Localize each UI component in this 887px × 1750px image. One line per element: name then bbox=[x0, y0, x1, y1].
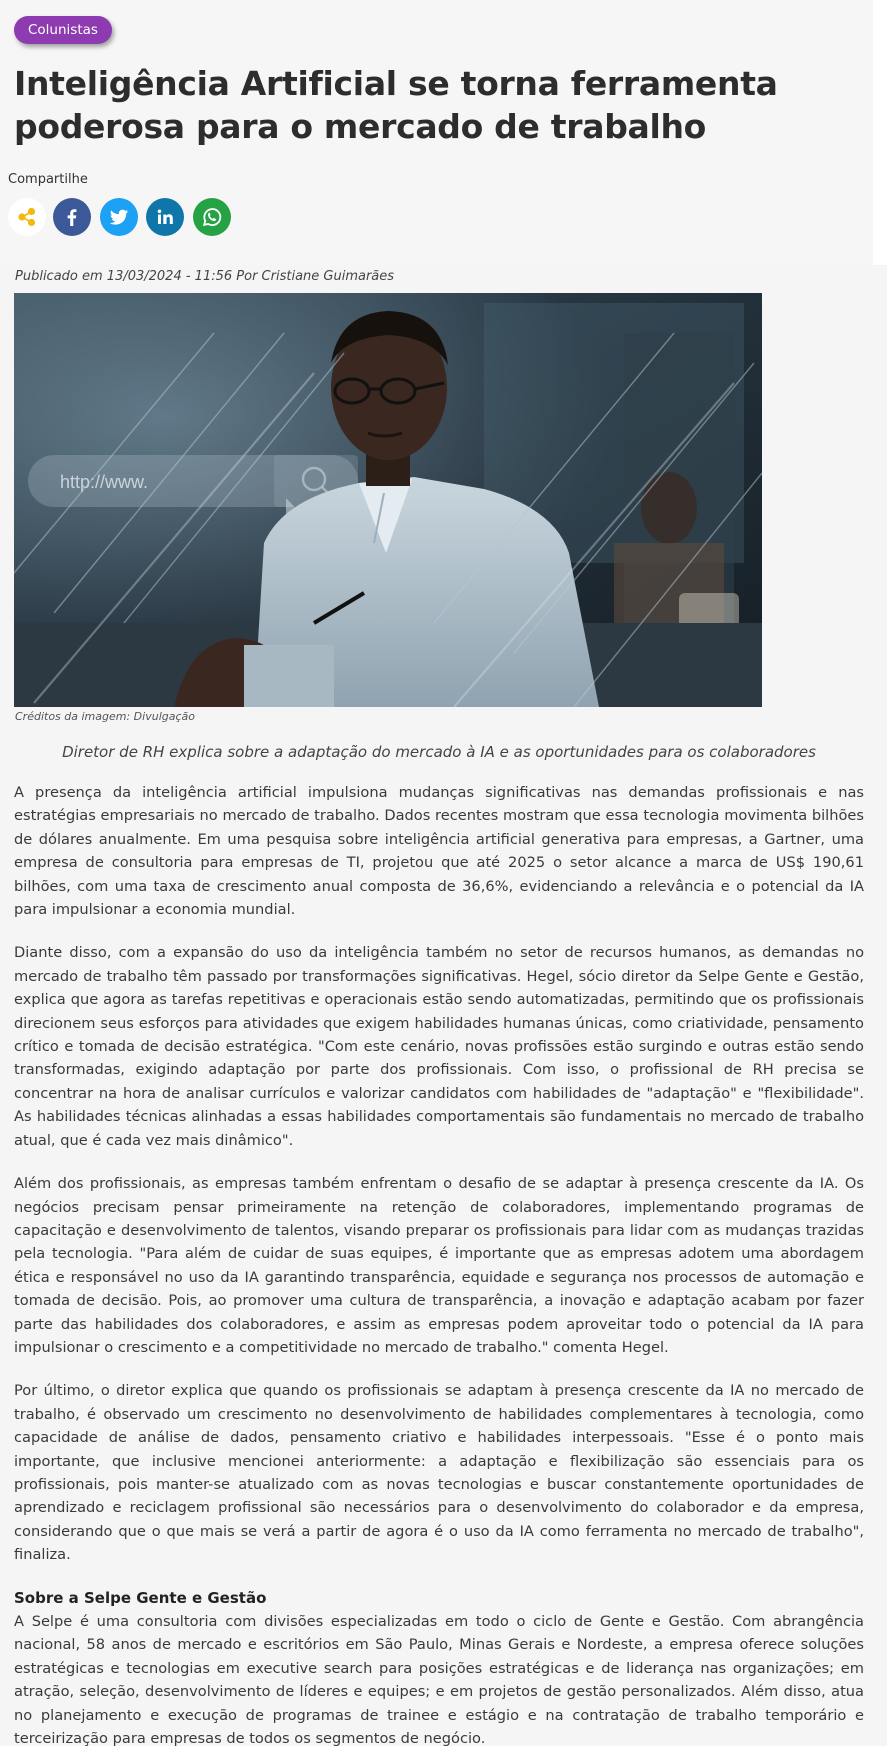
about-text: A Selpe é uma consultoria com divisões especializadas em todo o ciclo de Gente e Gestão. Com abrangência nacional, 58 anos de mercado e escritórios em São Paulo, Minas Gerais e Nordeste, a empresa oferece soluções estratégicas e tecnologias em executive search para posições estratégicas e de liderança nas organizações; em atração, seleção, desenvolvimento de líderes e equipes; e em projetos de gestão personalizados. Além disso, atua no planejamento e execução de programas de trainee e estágio e na contratação de trabalho temporário e terceirização para empresas de todos os segmentos de negócio. bbox=[14, 1613, 864, 1748]
hero-image bbox=[14, 293, 762, 707]
whatsapp-share-button[interactable] bbox=[193, 198, 231, 236]
linkedin-share-button[interactable] bbox=[146, 198, 184, 236]
share-label: Compartilhe bbox=[8, 172, 88, 187]
paragraph-4: Por último, o diretor explica que quando os profissionais se adaptam à presença crescente da IA no mercado de trabalho, é observado um crescimento no desenvolvimento de habilidades complementares à tecnologia, como capacidade de análise de dados, pensamento criativo e habilidades interpessoais. "Esse é o ponto mais importante, que inclusive mencionei anteriormente: a adaptação e flexibilização são essenciais para os profissionais, pois manter-se atualizado com as novas tecnologias e buscar constantemente oportunidades de aprendizado e reciclagem profissional são necessários para o desenvolvimento do colaborador e da empresa, considerando que o que mais se verá a partir de agora é o uso da IA como ferramenta no mercado de trabalho", finaliza. bbox=[14, 1382, 864, 1564]
paragraph-3: Além dos profissionais, as empresas também enfrentam o desafio de se adaptar à presença crescente da IA. Os negócios precisam pensar primeiramente na retenção de colaboradores, implementando programas de capacitação e desenvolvimento de talentos, visando preparar os profissionais para lidar com as mudanças trazidas pela tecnologia. "Para além de cuidar de suas equipes, é importante que as empresas adotem uma abordagem ética e responsável no uso da IA garantindo transparência, equidade e segurança nos processos de automação e tomada de decisão. Pois, ao promover uma cultura de transparência, a inovação e adaptação acabam por fazer parte das habilidades dos colaboradores, e assim as empresas podem aproveitar todo o potencial da IA para impulsionar o crescimento e a competitividade no mercado de trabalho." comenta Hegel. bbox=[14, 1175, 864, 1356]
article-subtitle: Diretor de RH explica sobre a adaptação do mercado à IA e as oportunidades para os colaboradores bbox=[62, 743, 816, 761]
about-heading: Sobre a Selpe Gente e Gestão bbox=[14, 1588, 267, 1607]
linkedin-icon bbox=[155, 207, 175, 227]
twitter-share-button[interactable] bbox=[100, 198, 138, 236]
facebook-icon bbox=[61, 206, 83, 228]
url-bar-text: http://www. bbox=[60, 472, 149, 492]
facebook-share-button[interactable] bbox=[53, 198, 91, 236]
paragraph-1: A presença da inteligência artificial impulsiona mudanças significativas nas demandas profissionais e nas estratégias empresariais no mercado de trabalho. Dados recentes mostram que essa tecnologia movimenta bilhões de dólares anualmente. Em uma pesquisa sobre inteligência artificial generativa para empresas, a Gartner, uma empresa de consultoria para empresas de TI, projetou que até 2025 o setor alcance a marca de US$ 190,61 bilhões, com uma taxa de crescimento anual composta de 36,6%, evidenciando a relevância e o potencial da IA para impulsionar a economia mundial. bbox=[14, 784, 864, 919]
article-body bbox=[14, 781, 864, 1750]
byline: Publicado em 13/03/2024 - 11:56 Por Cristiane Guimarães bbox=[15, 269, 395, 284]
twitter-icon bbox=[108, 206, 130, 228]
category-badge[interactable]: Colunistas bbox=[14, 16, 112, 44]
article-headline: Inteligência Artificial se torna ferramenta poderosa para o mercado de trabalho bbox=[14, 64, 778, 146]
share-button[interactable] bbox=[8, 198, 46, 236]
paragraph-2: Diante disso, com a expansão do uso da inteligência também no setor de recursos humanos, as demandas no mercado de trabalho têm passado por transformações significativas. Hegel, sócio diretor da Selpe Gente e Gestão, explica que agora as tarefas repetitivas e operacionais estão sendo automatizadas, permitindo que os profissionais direcionem seus esforços para atividades que exigem habilidades humanas únicas, como criatividade, pensamento crítico e tomada de decisão estratégica. "Com este cenário, novas profissões estão surgindo e outras estão sendo transformadas, exigindo adaptação por parte dos profissionais. Com isso, o profissional de RH precisa se concentrar na hora de analisar currículos e valorizar candidatos com habilidades de "adaptação" e "flexibilidade". As habilidades técnicas alinhadas a essas habilidades comportamentais são fundamentais no mercado de trabalho atual, que é cada vez mais dinâmico". bbox=[14, 944, 864, 1149]
image-credit: Créditos da imagem: Divulgação bbox=[15, 710, 195, 723]
share-icon bbox=[17, 207, 37, 227]
whatsapp-icon bbox=[200, 205, 224, 229]
